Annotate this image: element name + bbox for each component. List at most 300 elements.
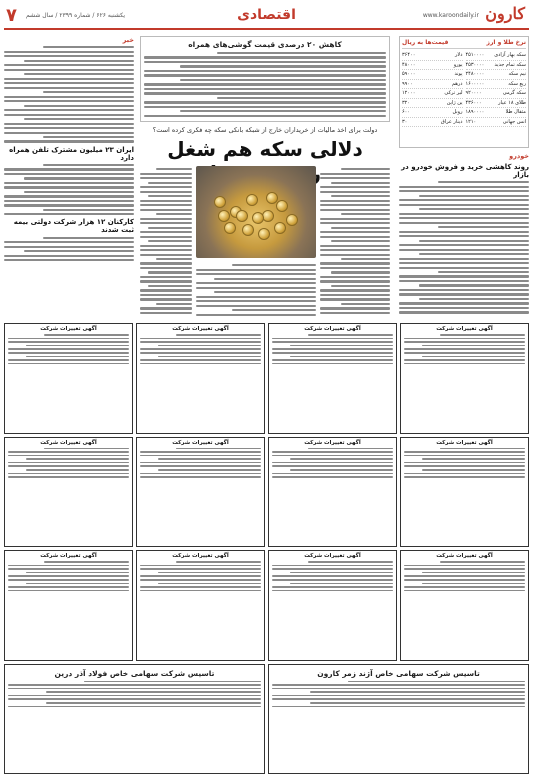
issue-date: یکشنبه ۶۲۶ / شماره ۲۳۹۹ / سال ششم xyxy=(26,12,126,19)
text-line xyxy=(404,568,525,570)
rate-row xyxy=(402,118,463,128)
text-line xyxy=(196,296,316,298)
page-number: ۷ xyxy=(6,5,17,26)
text-line xyxy=(8,568,129,570)
right-article-title: روند کاهشی خرید و فروش خودرو در بازار xyxy=(401,163,529,179)
notice-title: آگهی تغییرات شرکت xyxy=(40,439,97,446)
rate-label: سکه بهار آزادی xyxy=(494,52,526,59)
text-line xyxy=(399,262,529,264)
rate-label: درهم xyxy=(451,80,463,87)
rate-value: ۵۹۰۰۰ xyxy=(402,71,416,78)
left-news-subhead-1: ایران ۲۳ میلیون مشترک تلفن همراه دارد xyxy=(9,145,134,162)
text-line xyxy=(438,226,529,228)
legal-notice xyxy=(136,437,265,548)
text-line xyxy=(290,356,393,358)
coin-shape xyxy=(236,210,248,222)
text-line xyxy=(272,363,393,365)
rates-column-currency xyxy=(402,51,463,127)
text-line xyxy=(140,218,192,220)
text-line xyxy=(419,208,530,210)
text-line xyxy=(140,359,261,361)
text-line xyxy=(404,590,525,592)
rates-title-left: قیمت‌ها به ریال xyxy=(402,39,449,46)
text-line xyxy=(43,209,134,211)
text-line xyxy=(217,97,386,99)
text-line xyxy=(24,60,135,62)
text-line xyxy=(140,348,261,350)
text-line xyxy=(404,348,525,350)
text-line xyxy=(404,352,525,354)
text-line xyxy=(399,293,529,295)
text-line xyxy=(308,448,393,450)
text-line xyxy=(320,236,390,238)
legal-notice xyxy=(4,550,133,661)
rate-row xyxy=(402,61,463,71)
rate-value: ۴۳۶۰۰۰ xyxy=(465,99,482,106)
text-line xyxy=(399,186,529,188)
text-line xyxy=(440,334,525,336)
text-line xyxy=(24,191,135,193)
text-line xyxy=(4,255,134,257)
rate-row xyxy=(466,51,527,61)
rate-value: ۹۹۰۰ xyxy=(402,80,413,87)
text-line xyxy=(341,168,390,170)
text-line xyxy=(320,209,390,211)
text-line xyxy=(140,579,261,581)
rate-row xyxy=(466,61,527,71)
rate-row xyxy=(402,70,463,80)
notice-title: آگهی تغییرات شرکت xyxy=(304,326,361,332)
rates-column-gold xyxy=(466,51,527,127)
text-line xyxy=(320,298,390,300)
text-line xyxy=(308,561,393,563)
rates-table xyxy=(399,36,529,148)
rate-value: ۳۰ xyxy=(402,118,408,125)
text-line xyxy=(140,338,261,340)
text-line xyxy=(140,473,261,475)
text-line xyxy=(419,253,530,255)
text-line xyxy=(272,465,393,467)
text-line xyxy=(404,473,525,475)
text-line xyxy=(26,469,129,471)
text-line xyxy=(140,267,192,269)
rate-row xyxy=(402,99,463,109)
rate-value: ۱۲۰۰۰ xyxy=(402,90,416,97)
text-line xyxy=(4,246,134,248)
text-line xyxy=(196,314,316,316)
rate-value: ۲۴۸۰۰۰۰ xyxy=(465,71,485,78)
text-line xyxy=(320,276,390,278)
text-line xyxy=(8,476,129,478)
rate-label: دلار xyxy=(455,52,463,59)
text-line xyxy=(140,352,261,354)
text-line xyxy=(272,579,393,581)
notice-title: آگهی تغییرات شرکت xyxy=(172,553,229,559)
text-line xyxy=(180,79,386,81)
text-line xyxy=(341,258,390,260)
notice-title: آگهی تغییرات شرکت xyxy=(40,326,97,332)
text-line xyxy=(320,177,390,179)
text-line xyxy=(148,285,192,287)
text-line xyxy=(148,240,192,242)
rate-label: ین ژاپن xyxy=(446,99,463,106)
rate-value: ۳۶۴۰۰ xyxy=(402,52,416,59)
coin-shape xyxy=(242,224,254,236)
top-news-box xyxy=(140,36,390,122)
text-line xyxy=(320,200,390,202)
text-line xyxy=(320,245,390,247)
legal-notice xyxy=(136,550,265,661)
text-line xyxy=(140,341,261,343)
rate-value: ۹۲۰۰۰۰ xyxy=(465,90,482,97)
rate-value: ۶۰۰ xyxy=(402,109,411,116)
notice-title: آگهی تغییرات شرکت xyxy=(304,553,361,559)
legal-notice xyxy=(4,437,133,548)
notice-title: آگهی تغییرات شرکت xyxy=(304,439,361,446)
text-line xyxy=(8,352,129,354)
text-line xyxy=(158,572,261,574)
text-line xyxy=(214,278,316,280)
text-line xyxy=(4,173,134,175)
text-line xyxy=(156,168,192,170)
coin-shape xyxy=(214,196,226,208)
text-line xyxy=(4,123,134,125)
text-line xyxy=(140,280,192,282)
text-line xyxy=(272,341,393,343)
text-line xyxy=(399,307,529,309)
text-line xyxy=(331,195,391,197)
text-line xyxy=(4,82,134,84)
text-line xyxy=(140,294,192,296)
text-line xyxy=(404,455,525,457)
text-line xyxy=(140,200,192,202)
text-line xyxy=(4,213,134,215)
text-line xyxy=(180,110,386,112)
text-line xyxy=(8,698,261,700)
text-line xyxy=(290,345,393,347)
legal-notice xyxy=(400,437,529,548)
text-line xyxy=(26,458,129,460)
site-url: www.karoondaily.ir xyxy=(422,12,479,19)
notice-title: آگهی تغییرات شرکت xyxy=(436,439,493,446)
text-line xyxy=(8,465,129,467)
text-line xyxy=(43,46,134,48)
text-line xyxy=(24,177,135,179)
text-line xyxy=(404,451,525,453)
text-line xyxy=(399,231,529,233)
text-line xyxy=(4,96,134,98)
notice-title: آگهی تغییرات شرکت xyxy=(172,439,229,446)
text-line xyxy=(140,476,261,478)
text-line xyxy=(140,276,192,278)
text-line xyxy=(140,307,192,309)
text-line xyxy=(4,100,134,102)
text-line xyxy=(140,236,192,238)
notice-title: آگهی تغییرات شرکت xyxy=(40,553,97,559)
rate-row xyxy=(402,89,463,99)
text-line xyxy=(399,311,529,313)
text-line xyxy=(8,684,261,686)
text-line xyxy=(8,338,129,340)
text-line xyxy=(4,51,134,53)
text-line xyxy=(144,56,386,58)
rate-row xyxy=(402,51,463,61)
coin-shape xyxy=(286,214,298,226)
text-line xyxy=(24,73,135,75)
text-line xyxy=(404,476,525,478)
text-line xyxy=(399,204,529,206)
text-line xyxy=(148,271,192,273)
text-line xyxy=(140,462,261,464)
rate-label: مثقال طلا xyxy=(505,109,526,116)
text-line xyxy=(4,186,134,188)
text-line xyxy=(4,259,134,261)
headline-kicker: دولت برای اخذ مالیات از خریداران خارج از شبکه بانکی سکه چه فکری کرده است؟ xyxy=(152,126,378,134)
text-line xyxy=(24,118,135,120)
text-line xyxy=(158,458,261,460)
newspaper-logo: کارون xyxy=(485,4,525,23)
text-line xyxy=(140,575,261,577)
rate-label: روبل xyxy=(452,109,463,116)
rate-value: ۳۲۰ xyxy=(402,99,411,106)
text-line xyxy=(404,579,525,581)
text-line xyxy=(140,186,192,188)
text-line xyxy=(320,186,390,188)
text-line xyxy=(399,217,529,219)
text-line xyxy=(8,455,129,457)
text-line xyxy=(144,74,386,76)
registration-notice xyxy=(268,664,529,775)
rate-row xyxy=(402,108,463,118)
right-article-kicker: خودرو xyxy=(509,152,529,160)
text-line xyxy=(140,262,192,264)
text-line xyxy=(331,182,391,184)
coin-shape xyxy=(258,228,270,240)
text-line xyxy=(140,451,261,453)
text-line xyxy=(320,222,390,224)
legal-notice xyxy=(400,323,529,434)
text-line xyxy=(320,173,390,175)
text-line xyxy=(144,88,386,90)
text-line xyxy=(156,213,192,215)
text-line xyxy=(158,345,261,347)
text-line xyxy=(399,235,529,237)
text-line xyxy=(320,218,390,220)
text-line xyxy=(148,182,192,184)
text-line xyxy=(4,64,134,66)
text-line xyxy=(399,267,529,269)
text-line xyxy=(43,91,134,93)
text-line xyxy=(399,302,529,304)
text-line xyxy=(144,101,386,103)
text-line xyxy=(272,473,393,475)
rate-value: ۴۵۳۰۰۰۰ xyxy=(465,61,485,68)
text-line xyxy=(419,298,530,300)
text-line xyxy=(176,334,261,336)
text-line xyxy=(8,348,129,350)
text-line xyxy=(399,199,529,201)
top-box-title: کاهش ۲۰ درصدی قیمت گوشی‌های همراه xyxy=(188,40,342,49)
text-line xyxy=(44,448,129,450)
text-line xyxy=(438,181,529,183)
text-line xyxy=(4,182,134,184)
text-line xyxy=(272,348,393,350)
text-line xyxy=(140,222,192,224)
text-line xyxy=(331,227,391,229)
text-line xyxy=(404,338,525,340)
rate-label: یورو xyxy=(453,61,463,68)
text-line xyxy=(232,309,316,311)
notice-title: آگهی تغییرات شرکت xyxy=(172,326,229,332)
text-line xyxy=(4,109,134,111)
text-line xyxy=(272,706,525,708)
text-line xyxy=(144,115,386,117)
text-line xyxy=(140,465,261,467)
text-line xyxy=(320,262,390,264)
rate-label: نیم سکه xyxy=(508,71,526,78)
text-line xyxy=(341,213,390,215)
notice-title: آگهی تغییرات شرکت xyxy=(436,553,493,559)
text-line xyxy=(140,204,192,206)
text-line xyxy=(140,209,192,211)
text-line xyxy=(8,688,261,690)
text-line xyxy=(8,695,261,697)
rate-label: ربع سکه xyxy=(508,80,526,87)
page-header xyxy=(4,4,529,30)
text-line xyxy=(196,305,316,307)
text-line xyxy=(4,87,134,89)
text-line xyxy=(8,359,129,361)
text-line xyxy=(331,285,391,287)
text-line xyxy=(214,291,316,293)
coin-shape xyxy=(266,192,278,204)
text-line xyxy=(144,61,386,63)
text-line xyxy=(290,572,393,574)
text-line xyxy=(272,688,525,690)
rate-value: ۴۸۰۰۰ xyxy=(402,61,416,68)
rate-row xyxy=(466,89,527,99)
text-line xyxy=(399,275,529,277)
text-line xyxy=(438,271,529,273)
text-line xyxy=(140,173,192,175)
main-article-col-2 xyxy=(196,262,316,318)
text-line xyxy=(399,258,529,260)
text-line xyxy=(196,300,316,302)
text-line xyxy=(290,469,393,471)
text-line xyxy=(404,575,525,577)
rate-row xyxy=(466,99,527,109)
text-line xyxy=(4,241,134,243)
text-line xyxy=(422,469,525,471)
text-line xyxy=(320,280,390,282)
legal-notice xyxy=(136,323,265,434)
text-line xyxy=(272,586,393,588)
text-line xyxy=(440,561,525,563)
coin-shape xyxy=(218,210,230,222)
text-line xyxy=(422,583,525,585)
text-line xyxy=(26,345,129,347)
text-line xyxy=(320,267,390,269)
text-line xyxy=(26,356,129,358)
text-line xyxy=(140,254,192,256)
text-line xyxy=(272,698,525,700)
text-line xyxy=(176,448,261,450)
text-line xyxy=(320,294,390,296)
text-line xyxy=(144,106,386,108)
coin-shape xyxy=(246,194,258,206)
text-line xyxy=(4,78,134,80)
text-line xyxy=(4,195,134,197)
text-line xyxy=(8,565,129,567)
text-line xyxy=(320,254,390,256)
rate-value: ۴۵۱۰۰۰۰ xyxy=(465,52,485,59)
text-line xyxy=(4,200,134,202)
text-line xyxy=(140,231,192,233)
text-line xyxy=(158,356,261,358)
text-line xyxy=(310,691,525,693)
text-line xyxy=(422,345,525,347)
text-line xyxy=(180,65,386,67)
text-line xyxy=(24,105,135,107)
legal-notice xyxy=(268,437,397,548)
text-line xyxy=(320,249,390,251)
text-line xyxy=(399,249,529,251)
text-line xyxy=(290,583,393,585)
text-line xyxy=(404,462,525,464)
text-line xyxy=(331,271,391,273)
text-line xyxy=(331,240,391,242)
text-line xyxy=(419,284,530,286)
text-line xyxy=(310,702,525,704)
text-line xyxy=(140,312,192,314)
rate-label: سکه گرمی xyxy=(502,90,526,97)
legal-notice xyxy=(4,323,133,434)
text-line xyxy=(140,191,192,193)
text-line xyxy=(140,245,192,247)
text-line xyxy=(140,363,261,365)
notice-title: آگهی تغییرات شرکت xyxy=(436,326,493,332)
rate-row xyxy=(466,70,527,80)
text-line xyxy=(140,455,261,457)
text-line xyxy=(140,586,261,588)
text-line xyxy=(399,280,529,282)
text-line xyxy=(24,250,135,252)
text-line xyxy=(399,190,529,192)
text-line xyxy=(272,338,393,340)
text-line xyxy=(404,565,525,567)
gold-coins-photo xyxy=(196,166,316,258)
left-column-title: خبر xyxy=(122,36,134,44)
text-line xyxy=(232,264,316,266)
text-line xyxy=(419,195,530,197)
text-line xyxy=(158,583,261,585)
legal-notices-grid xyxy=(4,323,529,774)
text-line xyxy=(148,227,192,229)
text-line xyxy=(399,244,529,246)
rate-row xyxy=(466,80,527,90)
text-line xyxy=(84,681,261,683)
rate-row xyxy=(466,118,527,128)
text-line xyxy=(44,334,129,336)
text-line xyxy=(8,586,129,588)
text-line xyxy=(217,52,386,54)
text-line xyxy=(8,473,129,475)
text-line xyxy=(43,164,134,166)
text-line xyxy=(404,359,525,361)
text-line xyxy=(46,691,261,693)
text-line xyxy=(140,298,192,300)
text-line xyxy=(272,352,393,354)
